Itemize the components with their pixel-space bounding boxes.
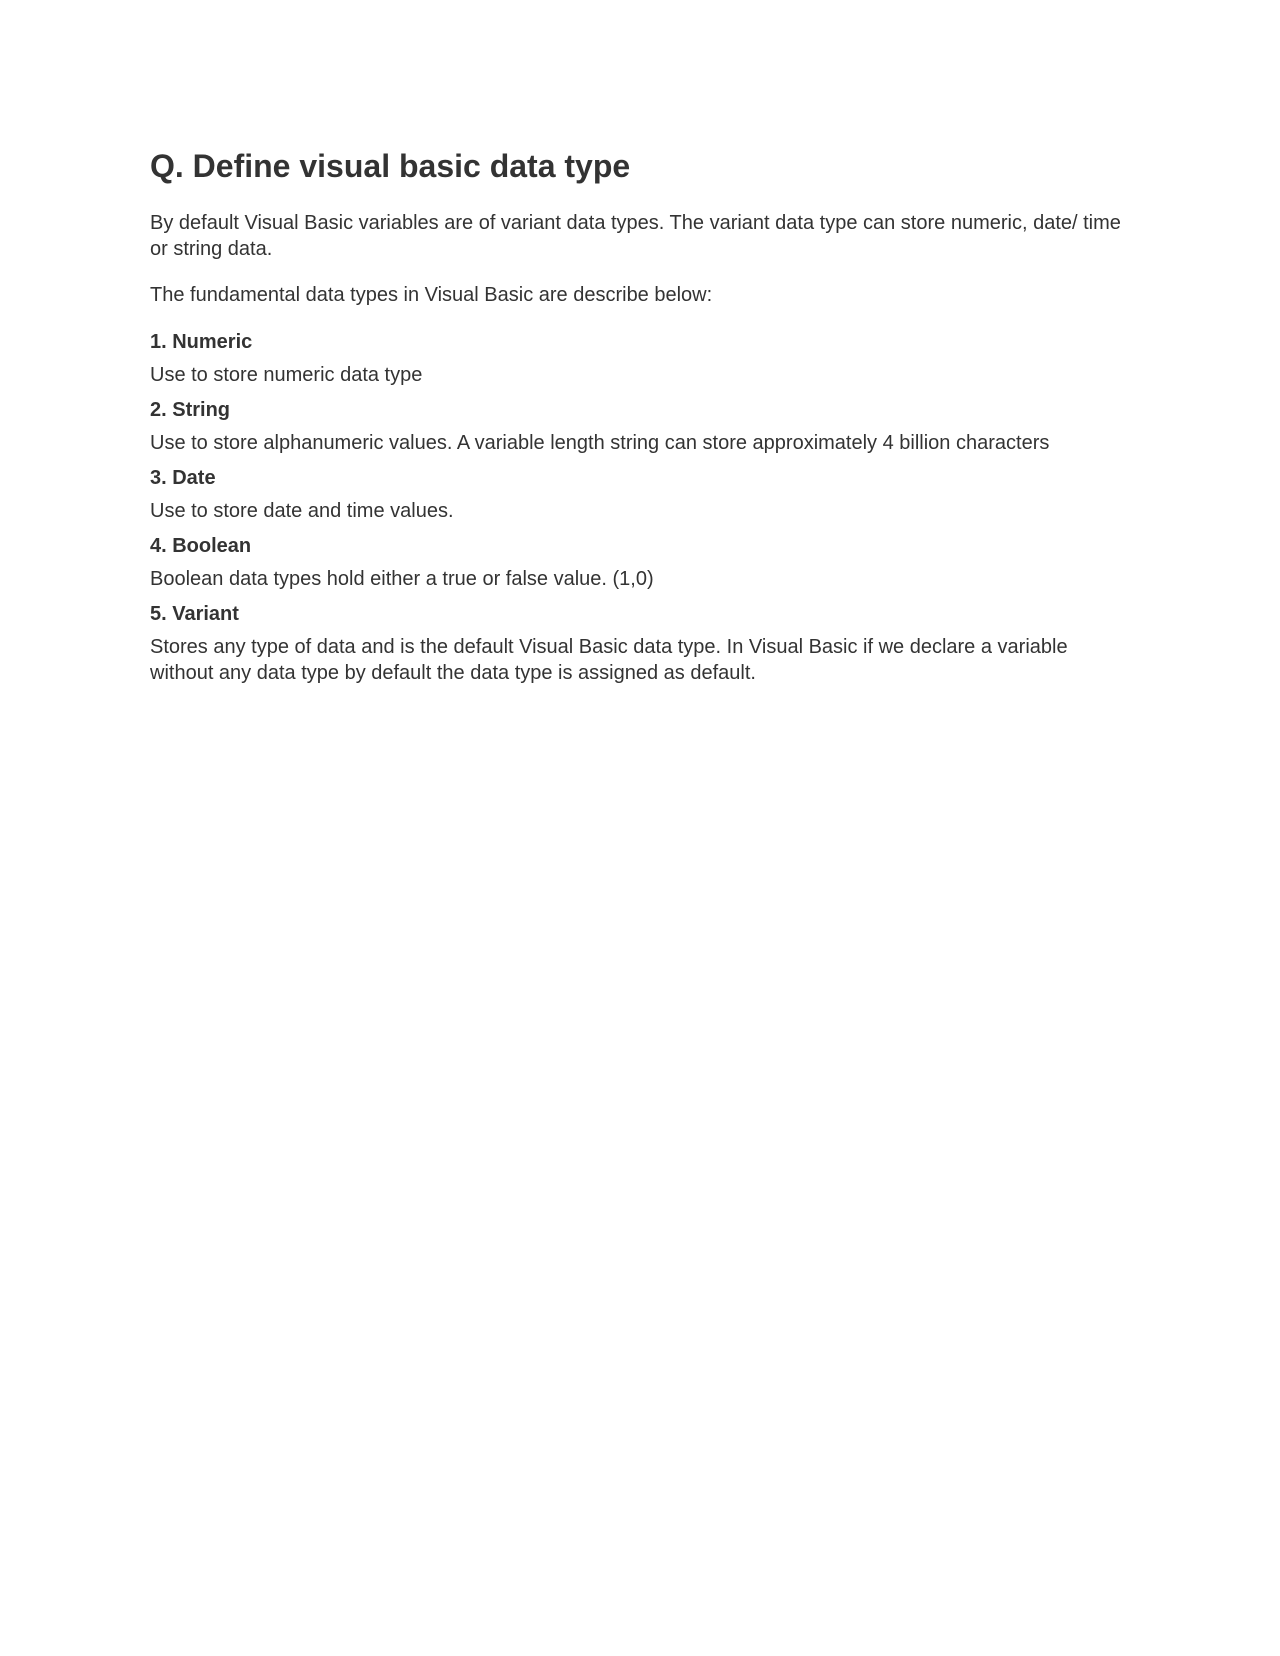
type-description: Stores any type of data and is the default Visual Basic data type. In Visual Basic if we declare a variable without any data type by default the data type is assigned as default. — [150, 636, 1068, 684]
list-item-numeric — [150, 328, 1140, 388]
type-heading: 1. Numeric — [150, 331, 253, 353]
data-type-list — [150, 328, 1140, 686]
type-heading: 3. Date — [150, 467, 216, 489]
type-description: Use to store numeric data type — [150, 364, 423, 386]
list-item-string — [150, 396, 1140, 456]
type-description: Use to store date and time values. — [150, 500, 454, 522]
type-heading: 4. Boolean — [150, 535, 252, 557]
type-description: Boolean data types hold either a true or false value. (1,0) — [150, 568, 654, 590]
page-title: Q. Define visual basic data type — [150, 148, 631, 184]
intro-paragraph: By default Visual Basic variables are of variant data types. The variant data type can store numeric, date/ time or string data. — [150, 212, 1121, 260]
list-item-boolean — [150, 532, 1140, 592]
type-description: Use to store alphanumeric values. A variable length string can store approximately 4 billion characters — [150, 432, 1050, 454]
type-heading: 5. Variant — [150, 603, 239, 625]
lead-paragraph: The fundamental data types in Visual Basic are describe below: — [150, 284, 713, 306]
list-item-variant — [150, 600, 1140, 686]
type-heading: 2. String — [150, 399, 231, 421]
list-item-date — [150, 464, 1140, 524]
